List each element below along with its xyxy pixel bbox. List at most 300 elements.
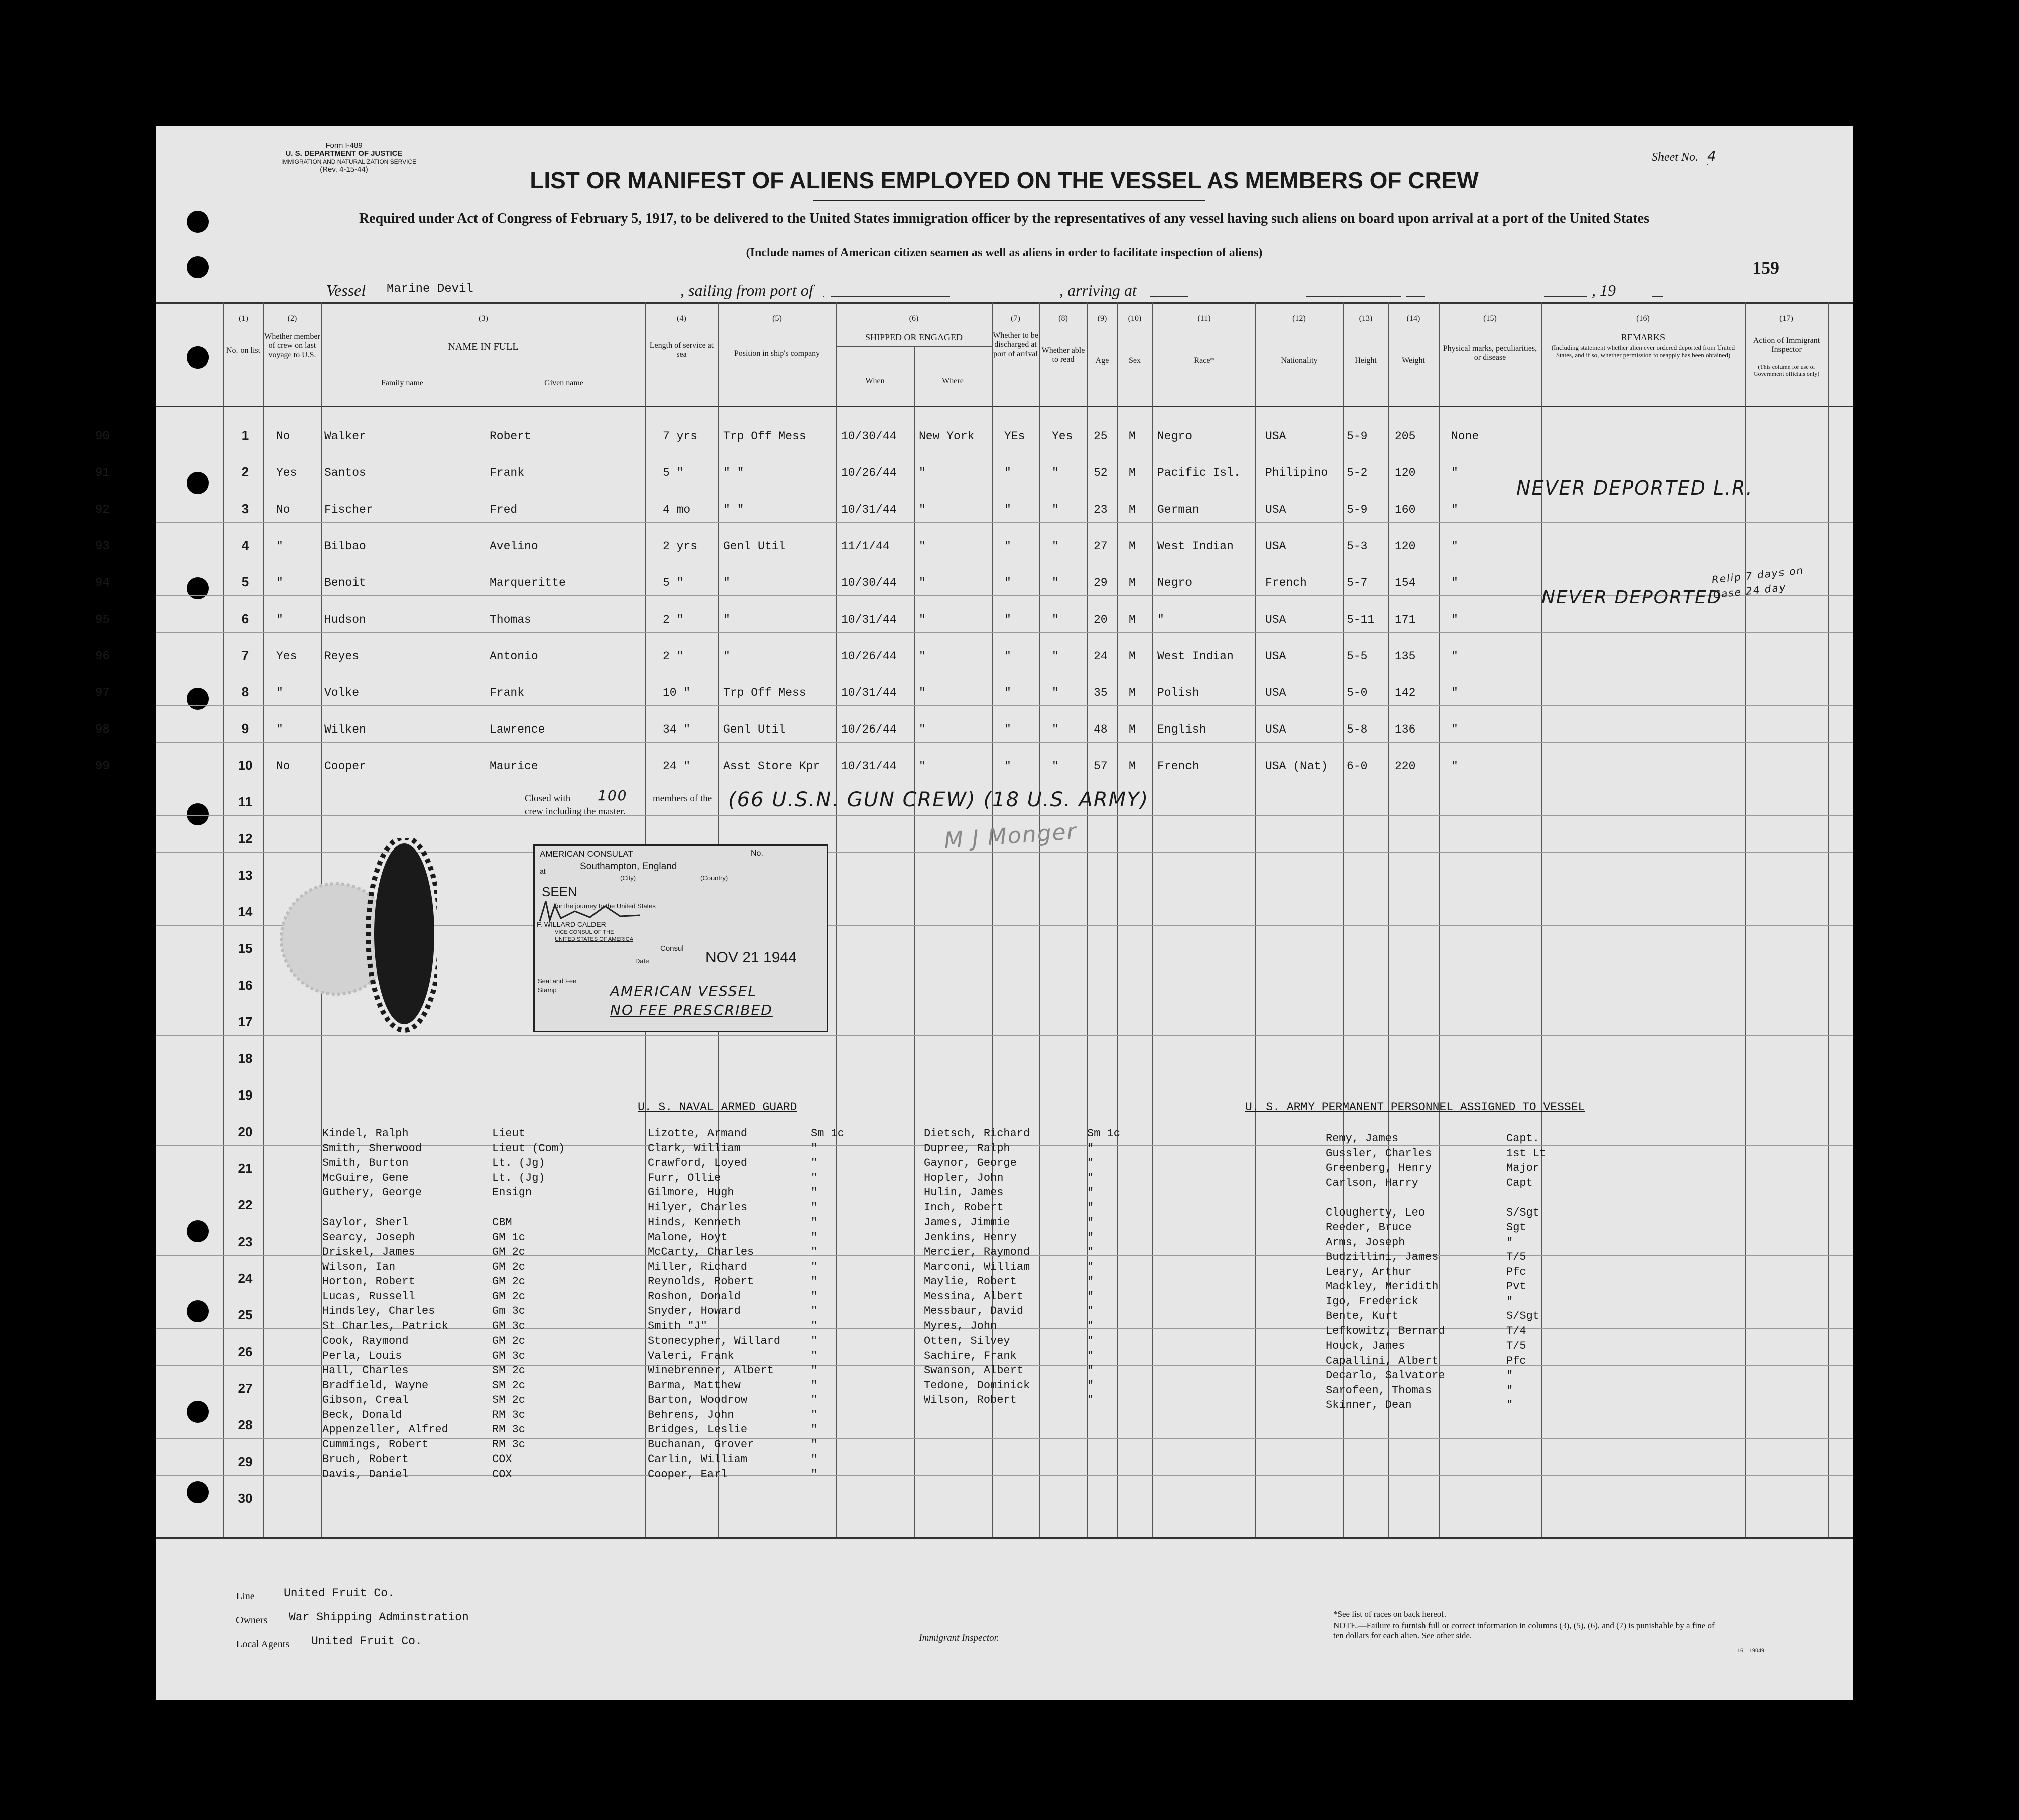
crew-name: Remy, James (1326, 1132, 1399, 1145)
last-voyage-cell: " (276, 686, 283, 699)
crew-including-label: crew including the master. (525, 806, 626, 817)
stamp-city: Southampton, England (580, 861, 677, 872)
position-cell: Asst Store Kpr (723, 760, 820, 773)
crew-rank: Pfc (1506, 1265, 1526, 1278)
age-cell: 35 (1094, 686, 1108, 699)
row-number: 21 (237, 1161, 253, 1176)
row-number: 8 (241, 684, 249, 699)
crew-rank: " (1087, 1275, 1094, 1288)
margin-number: 98 (95, 723, 110, 737)
penalty-note: NOTE.—Failure to furnish full or correct information in columns (3), (5), (6), and (7) is punishable by a fine of ten dollars for each alien. See other side. (1333, 1621, 1715, 1640)
form-revision: (Rev. 4-15-44) (320, 165, 368, 174)
punch-hole (187, 1481, 209, 1503)
members-label: members of the (653, 793, 712, 804)
race-cell: German (1157, 503, 1199, 516)
crew-rank: RM 3c (492, 1408, 526, 1421)
height-cell: 5-0 (1347, 686, 1368, 699)
crew-rank: SM 2c (492, 1364, 526, 1377)
position-cell: " (723, 650, 730, 663)
weight-cell: 120 (1395, 540, 1416, 553)
shipped-when-cell: 10/26/44 (841, 650, 897, 663)
crew-rank: " (1087, 1201, 1094, 1214)
shipped-when-cell: 10/30/44 (841, 430, 897, 443)
nationality-cell: USA (1265, 613, 1286, 626)
crew-name: Jenkins, Henry (924, 1231, 1017, 1244)
crew-name: Inch, Robert (924, 1201, 1004, 1214)
col-header-where: Where (942, 377, 964, 385)
closed-with-label: Closed with (525, 793, 571, 804)
col-header-age: Age (1095, 356, 1109, 365)
discharge-cell: " (1004, 466, 1011, 479)
row-line (156, 705, 1853, 706)
col-num-12: (12) (1292, 314, 1306, 323)
crew-name: Igo, Frederick (1326, 1295, 1418, 1308)
manifest-sheet (95, 126, 1853, 1700)
family-name-cell: Bilbao (324, 540, 366, 553)
crew-rank: GM 3c (492, 1319, 526, 1332)
margin-number: 94 (95, 576, 110, 590)
crew-name: Saylor, Sherl (322, 1216, 409, 1229)
crew-rank: " (1506, 1236, 1513, 1249)
last-voyage-cell: No (276, 760, 290, 773)
shipped-when-cell: 11/1/44 (841, 540, 890, 553)
discharge-cell: " (1004, 686, 1011, 699)
crew-rank: " (1087, 1231, 1094, 1244)
crew-name: McGuire, Gene (322, 1171, 409, 1184)
crew-name: St Charles, Patrick (322, 1319, 448, 1332)
position-cell: Trp Off Mess (723, 686, 806, 699)
crew-name: Dietsch, Richard (924, 1127, 1030, 1140)
shipped-when-cell: 10/26/44 (841, 723, 897, 736)
stamp-city-label: (City) (620, 874, 636, 882)
nationality-cell: French (1265, 576, 1307, 589)
crew-rank: " (1087, 1157, 1094, 1169)
column-divider (1152, 302, 1153, 1537)
age-cell: 48 (1094, 723, 1108, 736)
remark-never-deported: NEVER DEPORTED (1541, 587, 1722, 608)
crew-rank: " (811, 1186, 818, 1199)
crew-name: Sachire, Frank (924, 1349, 1017, 1362)
crew-rank: " (811, 1468, 818, 1481)
crew-name: Messbaur, David (924, 1305, 1024, 1317)
crew-name: Davis, Daniel (322, 1468, 409, 1481)
crew-name: Hinds, Kenneth (648, 1216, 741, 1229)
physical-marks-cell: None (1451, 430, 1479, 443)
crew-name: Clark, William (648, 1142, 741, 1155)
crew-name: Kindel, Ralph (322, 1127, 409, 1140)
crew-rank: Major (1506, 1162, 1540, 1174)
crew-name: Miller, Richard (648, 1260, 748, 1273)
able-to-read-cell: " (1052, 540, 1059, 553)
given-name-cell: Frank (490, 686, 525, 699)
crew-name: Hall, Charles (322, 1364, 409, 1377)
crew-rank: SM 2c (492, 1379, 526, 1392)
crew-rank: " (811, 1216, 818, 1229)
crew-name: Lefkowitz, Bernard (1326, 1324, 1445, 1338)
crew-name: Roshon, Donald (648, 1290, 741, 1303)
crew-name: Houck, James (1326, 1340, 1405, 1352)
crew-rank: " (1087, 1334, 1094, 1347)
crew-name: Wilson, Robert (924, 1394, 1017, 1406)
row-number: 13 (237, 868, 253, 883)
col-num-10: (10) (1128, 314, 1142, 323)
embossed-seal (276, 838, 437, 1120)
page-number: 159 (1752, 258, 1779, 278)
col-num-11: (11) (1197, 314, 1211, 323)
discharge-cell: " (1004, 650, 1011, 663)
stamp-journey: for the journey to the United States (555, 902, 656, 910)
shipped-when-cell: 10/31/44 (841, 760, 897, 773)
arriving-label: , arriving at (1059, 281, 1137, 299)
crew-rank: " (811, 1438, 818, 1451)
column-divider (1343, 302, 1344, 1537)
shipped-when-cell: 10/26/44 (841, 466, 897, 479)
stamp-consul-label: Consul (660, 944, 684, 953)
crew-rank: T/4 (1506, 1324, 1526, 1338)
column-divider (1255, 302, 1256, 1537)
punch-hole (187, 688, 209, 710)
given-name-cell: Avelino (490, 540, 538, 553)
crew-name: Leary, Arthur (1326, 1265, 1412, 1278)
shipped-where-cell: " (919, 613, 926, 626)
race-cell: West Indian (1157, 650, 1234, 663)
crew-rank: " (1087, 1171, 1094, 1184)
column-divider (1439, 302, 1440, 1537)
margin-number: 99 (95, 760, 110, 773)
row-number: 2 (241, 464, 249, 479)
crew-name: Wilson, Ian (322, 1260, 396, 1273)
crew-rank: GM 2c (492, 1334, 526, 1347)
crew-name: Smith, Burton (322, 1157, 409, 1169)
crew-rank: " (1087, 1305, 1094, 1317)
consulate-stamp (533, 844, 828, 1032)
crew-name: Perla, Louis (322, 1349, 402, 1362)
age-cell: 25 (1094, 430, 1108, 443)
physical-marks-cell: " (1451, 723, 1458, 736)
last-voyage-cell: " (276, 613, 283, 626)
row-number: 18 (237, 1051, 253, 1066)
crew-name: Cook, Raymond (322, 1334, 409, 1347)
crew-name: Gussler, Charles (1326, 1147, 1432, 1160)
shipped-when-cell: 10/30/44 (841, 576, 897, 589)
shipped-where-cell: " (919, 650, 926, 663)
shipped-where-cell: " (919, 540, 926, 553)
crew-name: Appenzeller, Alfred (322, 1423, 448, 1436)
col-header-remarks-note: (Including statement whether alien ever ordered deported from United States, and if so, whether permission to reapply has been obtained) (1551, 344, 1735, 359)
stamp-consul-name: F. WILLARD CALDER (537, 920, 606, 928)
weight-cell: 120 (1395, 466, 1416, 479)
shipped-where-cell: " (919, 686, 926, 699)
crew-rank: SM 2c (492, 1394, 526, 1406)
nationality-cell: USA (1265, 540, 1286, 553)
age-cell: 23 (1094, 503, 1108, 516)
family-name-cell: Reyes (324, 650, 360, 663)
crew-name: Behrens, John (648, 1408, 734, 1421)
crew-name: Bruch, Robert (322, 1453, 409, 1466)
physical-marks-cell: " (1451, 613, 1458, 626)
crew-rank: " (1087, 1246, 1094, 1258)
family-name-cell: Cooper (324, 760, 366, 773)
given-name-cell: Antonio (490, 650, 538, 663)
sheet-number: 4 (1707, 148, 1757, 165)
crew-name: Crawford, Loyed (648, 1157, 748, 1169)
crew-rank: RM 3c (492, 1438, 526, 1451)
sex-cell: M (1129, 503, 1136, 516)
column-divider (1117, 302, 1118, 1537)
weight-cell: 205 (1395, 430, 1416, 443)
crew-name: Bridges, Leslie (648, 1423, 748, 1436)
crew-rank: " (1087, 1394, 1094, 1406)
line-label: Line (236, 1591, 255, 1602)
crew-rank: S/Sgt (1506, 1206, 1540, 1219)
col-header-marks: Physical marks, peculiarities, or disease (1443, 344, 1537, 362)
row-number: 15 (237, 941, 253, 956)
crew-name: Dupree, Ralph (924, 1142, 1010, 1155)
col-num-16: (16) (1636, 314, 1650, 323)
discharge-cell: " (1004, 576, 1011, 589)
shipped-when-cell: 10/31/44 (841, 686, 897, 699)
column-divider (1828, 302, 1829, 1537)
crew-name: Barma, Matthew (648, 1379, 741, 1392)
crew-rank: " (811, 1319, 818, 1332)
given-name-cell: Marqueritte (490, 576, 566, 589)
col-header-inspector: Action of Immigrant Inspector (1753, 336, 1820, 354)
crew-name: Cooper, Earl (648, 1468, 728, 1481)
sheet-label: Sheet No. (1652, 151, 1698, 164)
service: IMMIGRATION AND NATURALIZATION SERVICE (281, 158, 417, 165)
race-cell: French (1157, 760, 1199, 773)
stamp-consul-country: UNITED STATES OF AMERICA (555, 936, 634, 942)
stamp-consul-title: VICE CONSUL OF THE (555, 929, 614, 935)
crew-name: Furr, Ollie (648, 1171, 721, 1184)
row-number: 11 (238, 794, 252, 809)
row-number: 7 (241, 648, 249, 663)
crew-name: James, Jimmie (924, 1216, 1010, 1229)
crew-name: Hopler, John (924, 1171, 1004, 1184)
row-number: 23 (237, 1234, 253, 1249)
discharge-cell: " (1004, 723, 1011, 736)
punch-hole (187, 1401, 209, 1423)
crew-rank: " (811, 1364, 818, 1377)
sex-cell: M (1129, 540, 1136, 553)
height-cell: 6-0 (1347, 760, 1368, 773)
crew-rank: " (1087, 1142, 1094, 1155)
row-line (156, 742, 1853, 743)
crew-name: Stonecypher, Willard (648, 1334, 781, 1347)
height-cell: 5-9 (1347, 430, 1368, 443)
family-name-cell: Volke (324, 686, 360, 699)
crew-rank: GM 3c (492, 1349, 526, 1362)
crew-rank: " (811, 1275, 818, 1288)
given-name-cell: Fred (490, 503, 518, 516)
sex-cell: M (1129, 760, 1136, 773)
length-of-service-cell: 10 " (663, 686, 691, 699)
stamp-fee-note-2: NO FEE PRESCRIBED (610, 1002, 773, 1018)
crew-name: Carlin, William (648, 1453, 748, 1466)
able-to-read-cell: " (1052, 576, 1059, 589)
family-name-cell: Santos (324, 466, 366, 479)
given-name-cell: Robert (490, 430, 531, 443)
shipped-where-cell: " (919, 576, 926, 589)
stamp-date-label: Date (635, 957, 649, 965)
height-cell: 5-5 (1347, 650, 1368, 663)
form-number: Form I-489 (325, 141, 363, 150)
col-num-17: (17) (1779, 314, 1793, 323)
last-voyage-cell: " (276, 540, 283, 553)
year-label: , 19 (1592, 281, 1616, 299)
crew-name: Searcy, Joseph (322, 1231, 415, 1244)
row-number: 14 (237, 904, 253, 919)
remark-extra-note: Relip 7 days on Case 24 day (1711, 564, 1805, 601)
sex-cell: M (1129, 613, 1136, 626)
crew-rank: " (811, 1334, 818, 1347)
shipped-when-cell: 10/31/44 (841, 503, 897, 516)
column-divider (1039, 302, 1040, 1537)
row-number: 25 (237, 1307, 253, 1322)
column-divider (263, 302, 264, 1537)
crew-rank: " (811, 1394, 818, 1406)
gun-crew-note: (66 U.S.N. GUN CREW) (18 U.S. ARMY) (728, 788, 1149, 811)
length-of-service-cell: 2 " (663, 613, 684, 626)
crew-rank: T/5 (1506, 1340, 1526, 1352)
col-header-remarks: REMARKS (1621, 332, 1666, 342)
sailing-label: , sailing from port of (680, 281, 813, 299)
race-cell: West Indian (1157, 540, 1234, 553)
col-header-position: Position in ship's company (734, 349, 820, 358)
row-line (156, 632, 1853, 633)
nationality-cell: USA (1265, 686, 1286, 699)
family-name-cell: Hudson (324, 613, 366, 626)
crew-name: Buchanan, Grover (648, 1438, 754, 1451)
col-header-discharge: Whether to be discharged at port of arrival (993, 331, 1038, 358)
crew-name: Greenberg, Henry (1326, 1162, 1432, 1174)
crew-name: Snyder, Howard (648, 1305, 741, 1317)
inspector-label: Immigrant Inspector. (919, 1633, 999, 1643)
arriving-port-field (1150, 296, 1401, 297)
height-cell: 5-2 (1347, 466, 1368, 479)
col-num-7: (7) (1011, 314, 1020, 323)
position-cell: " (723, 613, 730, 626)
crew-rank: " (811, 1349, 818, 1362)
owners-value: War Shipping Adminstration (289, 1611, 510, 1624)
col-num-2: (2) (287, 314, 297, 323)
punch-hole (187, 1220, 209, 1242)
nationality-cell: USA (1265, 430, 1286, 443)
able-to-read-cell: " (1052, 760, 1059, 773)
sex-cell: M (1129, 576, 1136, 589)
crew-name: Driskel, James (322, 1246, 415, 1258)
age-cell: 52 (1094, 466, 1108, 479)
vessel-name: Marine Devil (387, 282, 678, 296)
age-cell: 24 (1094, 650, 1108, 663)
last-voyage-cell: No (276, 503, 290, 516)
row-line (156, 815, 1853, 816)
length-of-service-cell: 34 " (663, 723, 691, 736)
crew-rank: " (1506, 1295, 1513, 1308)
crew-name: Hilyer, Charles (648, 1201, 748, 1214)
nationality-cell: Philipino (1265, 466, 1328, 479)
weight-cell: 220 (1395, 760, 1416, 773)
crew-name: Myres, John (924, 1319, 997, 1332)
crew-rank: " (811, 1260, 818, 1273)
crew-rank: " (1087, 1379, 1094, 1392)
crew-count: 100 (598, 787, 628, 804)
crew-rank: Sm 1c (1087, 1127, 1121, 1140)
agents-label: Local Agents (236, 1639, 290, 1650)
crew-rank: " (811, 1379, 818, 1392)
sex-cell: M (1129, 466, 1136, 479)
stamp-at-label: at (540, 867, 546, 875)
crew-name: Winebrenner, Albert (648, 1364, 774, 1377)
crew-name: Reynolds, Robert (648, 1275, 754, 1288)
page-title: LIST OR MANIFEST OF ALIENS EMPLOYED ON THE VESSEL AS MEMBERS OF CREW (530, 167, 1479, 193)
discharge-cell: YEs (1004, 430, 1025, 443)
crew-name: Skinner, Dean (1326, 1399, 1412, 1411)
nationality-cell: USA (Nat) (1265, 760, 1328, 773)
crew-rank: " (811, 1408, 818, 1421)
crew-rank: " (811, 1201, 818, 1214)
crew-rank: RM 3c (492, 1423, 526, 1436)
stamp-seen: SEEN (542, 884, 577, 899)
crew-name: Lizotte, Armand (648, 1127, 748, 1140)
crew-rank: Lt. (Jg) (492, 1157, 545, 1169)
crew-rank: " (1506, 1384, 1513, 1397)
crew-rank: " (1087, 1319, 1094, 1332)
crew-name: Gilmore, Hugh (648, 1186, 734, 1199)
stamp-date: NOV 21 1944 (705, 949, 797, 966)
crew-name: Gibson, Creal (322, 1394, 409, 1406)
crew-rank: " (811, 1142, 818, 1155)
col-header-length: Length of service at sea (649, 341, 714, 359)
row-number: 12 (237, 831, 253, 846)
row-number: 6 (241, 611, 249, 626)
subtitle: Required under Act of Congress of February 5, 1917, to be delivered to the United States immigration officer by the representatives of any vessel having such aliens on board upon arrival at a port of the United States (359, 211, 1649, 226)
row-number: 3 (241, 501, 249, 516)
sailing-port-field (823, 296, 1054, 297)
crew-name: Arms, Joseph (1326, 1236, 1405, 1249)
crew-rank: Sgt (1506, 1221, 1526, 1234)
col-num-14: (14) (1406, 314, 1420, 323)
position-cell: " " (723, 503, 744, 516)
crew-name: Carlson, Harry (1326, 1176, 1418, 1189)
row-number: 26 (237, 1344, 253, 1359)
age-cell: 29 (1094, 576, 1108, 589)
crew-name: Budzillini, James (1326, 1251, 1439, 1263)
position-cell: " " (723, 466, 744, 479)
length-of-service-cell: 7 yrs (663, 430, 698, 443)
row-number: 22 (237, 1197, 253, 1212)
crew-rank: 1st Lt (1506, 1147, 1547, 1160)
punch-hole (187, 803, 209, 825)
able-to-read-cell: Yes (1052, 430, 1073, 443)
col-num-9: (9) (1097, 314, 1107, 323)
weight-cell: 154 (1395, 576, 1416, 589)
height-cell: 5-7 (1347, 576, 1368, 589)
crew-rank: GM 2c (492, 1260, 526, 1273)
punch-hole (187, 211, 209, 233)
crew-rank: " (1087, 1216, 1094, 1229)
crew-rank: " (811, 1157, 818, 1169)
height-cell: 5-11 (1347, 613, 1375, 626)
nationality-cell: USA (1265, 723, 1286, 736)
shipped-where-cell: " (919, 760, 926, 773)
stamp-fee-label: Seal and Fee Stamp (538, 977, 577, 994)
weight-cell: 160 (1395, 503, 1416, 516)
table-bottom-border (156, 1537, 1853, 1539)
crew-name: Tedone, Dominick (924, 1379, 1030, 1392)
row-number: 4 (241, 538, 249, 553)
age-cell: 20 (1094, 613, 1108, 626)
